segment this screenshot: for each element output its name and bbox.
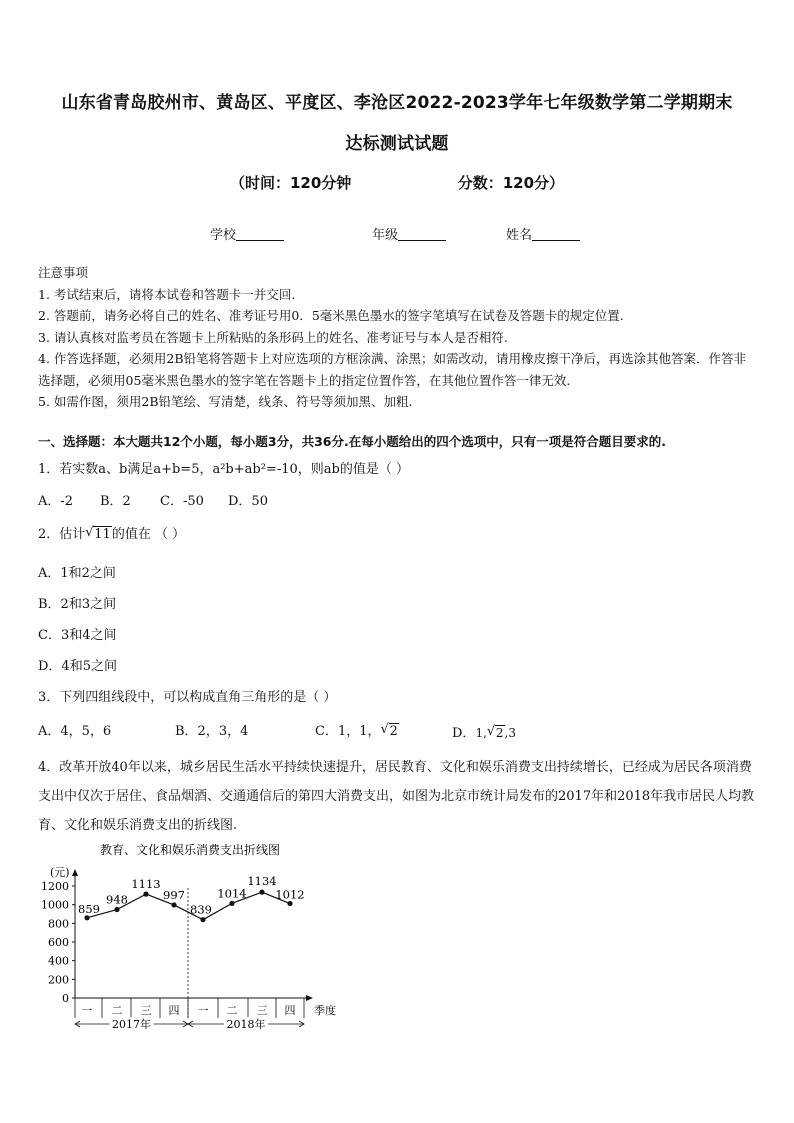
sqrt-symbol: √ 11 bbox=[85, 525, 111, 542]
notes-heading: 注意事项 bbox=[38, 265, 89, 280]
data-label: 1113 bbox=[131, 877, 161, 892]
data-label: 839 bbox=[190, 902, 212, 917]
note-item: 4. 作答选择题，必须用2B铅笔将答题卡上对应选项的方框涂满、涂黑；如需改动，请用橡皮擦干净后，再选涂其他答案．作答非选择题，必须用05毫米黑色墨水的签字笔在答题卡上的指定位置作答，在其他位置作答一律无效. bbox=[38, 351, 747, 388]
x-tick-label: 二 bbox=[111, 1004, 123, 1017]
q3-option-d-radicand: 2 bbox=[495, 726, 504, 740]
data-point bbox=[200, 917, 205, 922]
data-label: 1134 bbox=[247, 874, 277, 889]
grade-field bbox=[372, 224, 446, 243]
q3-option-a: A．4，5，6 bbox=[38, 724, 112, 739]
q1-option-a: A．-2 bbox=[38, 494, 74, 509]
exam-time: （时间：120分钟 bbox=[229, 174, 352, 192]
q1-option-b: B．2 bbox=[100, 494, 131, 509]
x-tick-label: 一 bbox=[197, 1004, 209, 1017]
school-field bbox=[210, 224, 284, 243]
data-point bbox=[229, 901, 234, 906]
exam-title-line1: 山东省青岛胶州市、黄岛区、平度区、李沧区2022-2023学年七年级数学第二学期期末 bbox=[61, 93, 733, 113]
section-heading: 一、选择题：本大题共12个小题，每小题3分，共36分.在每小题给出的四个选项中，只有一项是符合题目要求的. bbox=[38, 434, 666, 449]
exam-title-line2: 达标测试试题 bbox=[345, 134, 449, 154]
q3-option-d-b: ,3 bbox=[504, 726, 516, 740]
note-item: 1. 考试结束后，请将本试卷和答题卡一并交回. bbox=[38, 286, 296, 302]
q3-option-d bbox=[452, 720, 516, 741]
data-label: 948 bbox=[106, 892, 128, 907]
q2-option-b: B．2和3之间 bbox=[38, 597, 117, 612]
data-point bbox=[143, 892, 148, 897]
q2-option-d: D．4和5之间 bbox=[38, 659, 117, 674]
name-label: 姓名 bbox=[506, 228, 533, 243]
y-tick-label: 600 bbox=[48, 936, 69, 949]
question-3-stem: 3．下列四组线段中，可以构成直角三角形的是（ ） bbox=[38, 690, 337, 705]
chart-title: 教育、文化和娱乐消费支出折线图 bbox=[100, 843, 281, 857]
x-tick-label: 一 bbox=[81, 1004, 93, 1017]
exam-meta bbox=[0, 172, 794, 193]
x-tick-label: 二 bbox=[226, 1004, 238, 1017]
year-label: 2017年 bbox=[112, 1018, 151, 1031]
grade-label: 年级 bbox=[372, 228, 399, 243]
y-tick-label: 800 bbox=[48, 917, 69, 931]
data-point bbox=[114, 907, 119, 912]
note-item: 2. 答题前，请务必将自己的姓名、准考证号用0．5毫米黑色墨水的签字笔填写在试卷及答题卡的规定位置. bbox=[38, 308, 624, 323]
exam-score: 分数：120分） bbox=[457, 174, 565, 192]
sqrt-symbol: √ 2 bbox=[486, 724, 504, 740]
data-point bbox=[287, 901, 292, 906]
data-label: 859 bbox=[78, 901, 100, 916]
data-point bbox=[84, 915, 89, 920]
y-axis-label: (元) bbox=[50, 866, 70, 879]
q1-option-d: D．50 bbox=[228, 494, 268, 509]
q3-option-b: B．2，3，4 bbox=[175, 724, 249, 739]
grade-blank bbox=[398, 228, 446, 241]
school-blank bbox=[236, 228, 284, 241]
question-2-stem bbox=[38, 523, 185, 542]
x-tick-label: 三 bbox=[140, 1004, 152, 1017]
x-axis-arrow bbox=[306, 995, 313, 1001]
note-item: 3. 请认真核对监考员在答题卡上所粘贴的条形码上的姓名、准考证号与本人是否相符. bbox=[38, 329, 508, 345]
y-tick-label: 400 bbox=[48, 954, 69, 968]
y-axis-arrow bbox=[72, 869, 78, 876]
x-tick-label: 三 bbox=[256, 1004, 268, 1017]
notes-block bbox=[38, 262, 758, 413]
q2-stem-pre: 2．估计 bbox=[38, 527, 86, 542]
q2-option-c: C．3和4之间 bbox=[38, 628, 117, 643]
question-1-stem: 1．若实数a、b满足a+b=5，a²b+ab²=-10，则ab的值是（ ） bbox=[38, 462, 409, 477]
q1-option-c: C．-50 bbox=[160, 494, 204, 509]
q3-option-d-a: 1, bbox=[475, 726, 487, 740]
q2-option-a: A．1和2之间 bbox=[38, 566, 116, 581]
y-tick-label: 1000 bbox=[41, 898, 69, 912]
data-point bbox=[259, 890, 264, 895]
y-tick-label: 1200 bbox=[41, 880, 69, 893]
name-field bbox=[506, 224, 580, 243]
data-point bbox=[171, 902, 176, 907]
note-item: 5. 如需作图，须用2B铅笔绘、写清楚，线条、符号等须加黑、加粗. bbox=[38, 394, 413, 409]
year-label: 2018年 bbox=[226, 1018, 266, 1031]
q3-option-d-label: D． bbox=[452, 726, 476, 741]
q3-option-c bbox=[315, 720, 399, 739]
q2-stem-post: 的值在 （ ） bbox=[111, 527, 186, 542]
y-tick-label: 0 bbox=[62, 992, 69, 1005]
q2-radicand: 11 bbox=[94, 527, 111, 542]
name-blank bbox=[532, 228, 580, 241]
line-chart bbox=[30, 838, 360, 1038]
q3-option-c-text: C．1，1， bbox=[315, 724, 381, 739]
x-tick-label: 四 bbox=[284, 1004, 296, 1017]
q3-option-c-radicand: 2 bbox=[389, 724, 398, 739]
data-label: 1012 bbox=[275, 887, 305, 902]
y-tick-label: 200 bbox=[48, 973, 69, 987]
x-tick-label: 四 bbox=[168, 1004, 180, 1017]
data-label: 997 bbox=[163, 887, 185, 902]
question-4-stem: 4．改革开放40年以来，城乡居民生活水平持续快速提升，居民教育、文化和娱乐消费支出持续增长，已经成为居民各项消费支出中仅次于居住、食品烟酒、交通通信后的第四大消费支出，如图为北京市统计局发布的2017年和2018年我市居民人均教育、文化和娱乐消费支出的折线图. bbox=[38, 760, 755, 833]
data-label: 1014 bbox=[217, 886, 247, 901]
x-axis-label: 季度 bbox=[314, 1004, 336, 1017]
sqrt-symbol: √ 2 bbox=[380, 722, 398, 739]
school-label: 学校 bbox=[210, 228, 237, 243]
